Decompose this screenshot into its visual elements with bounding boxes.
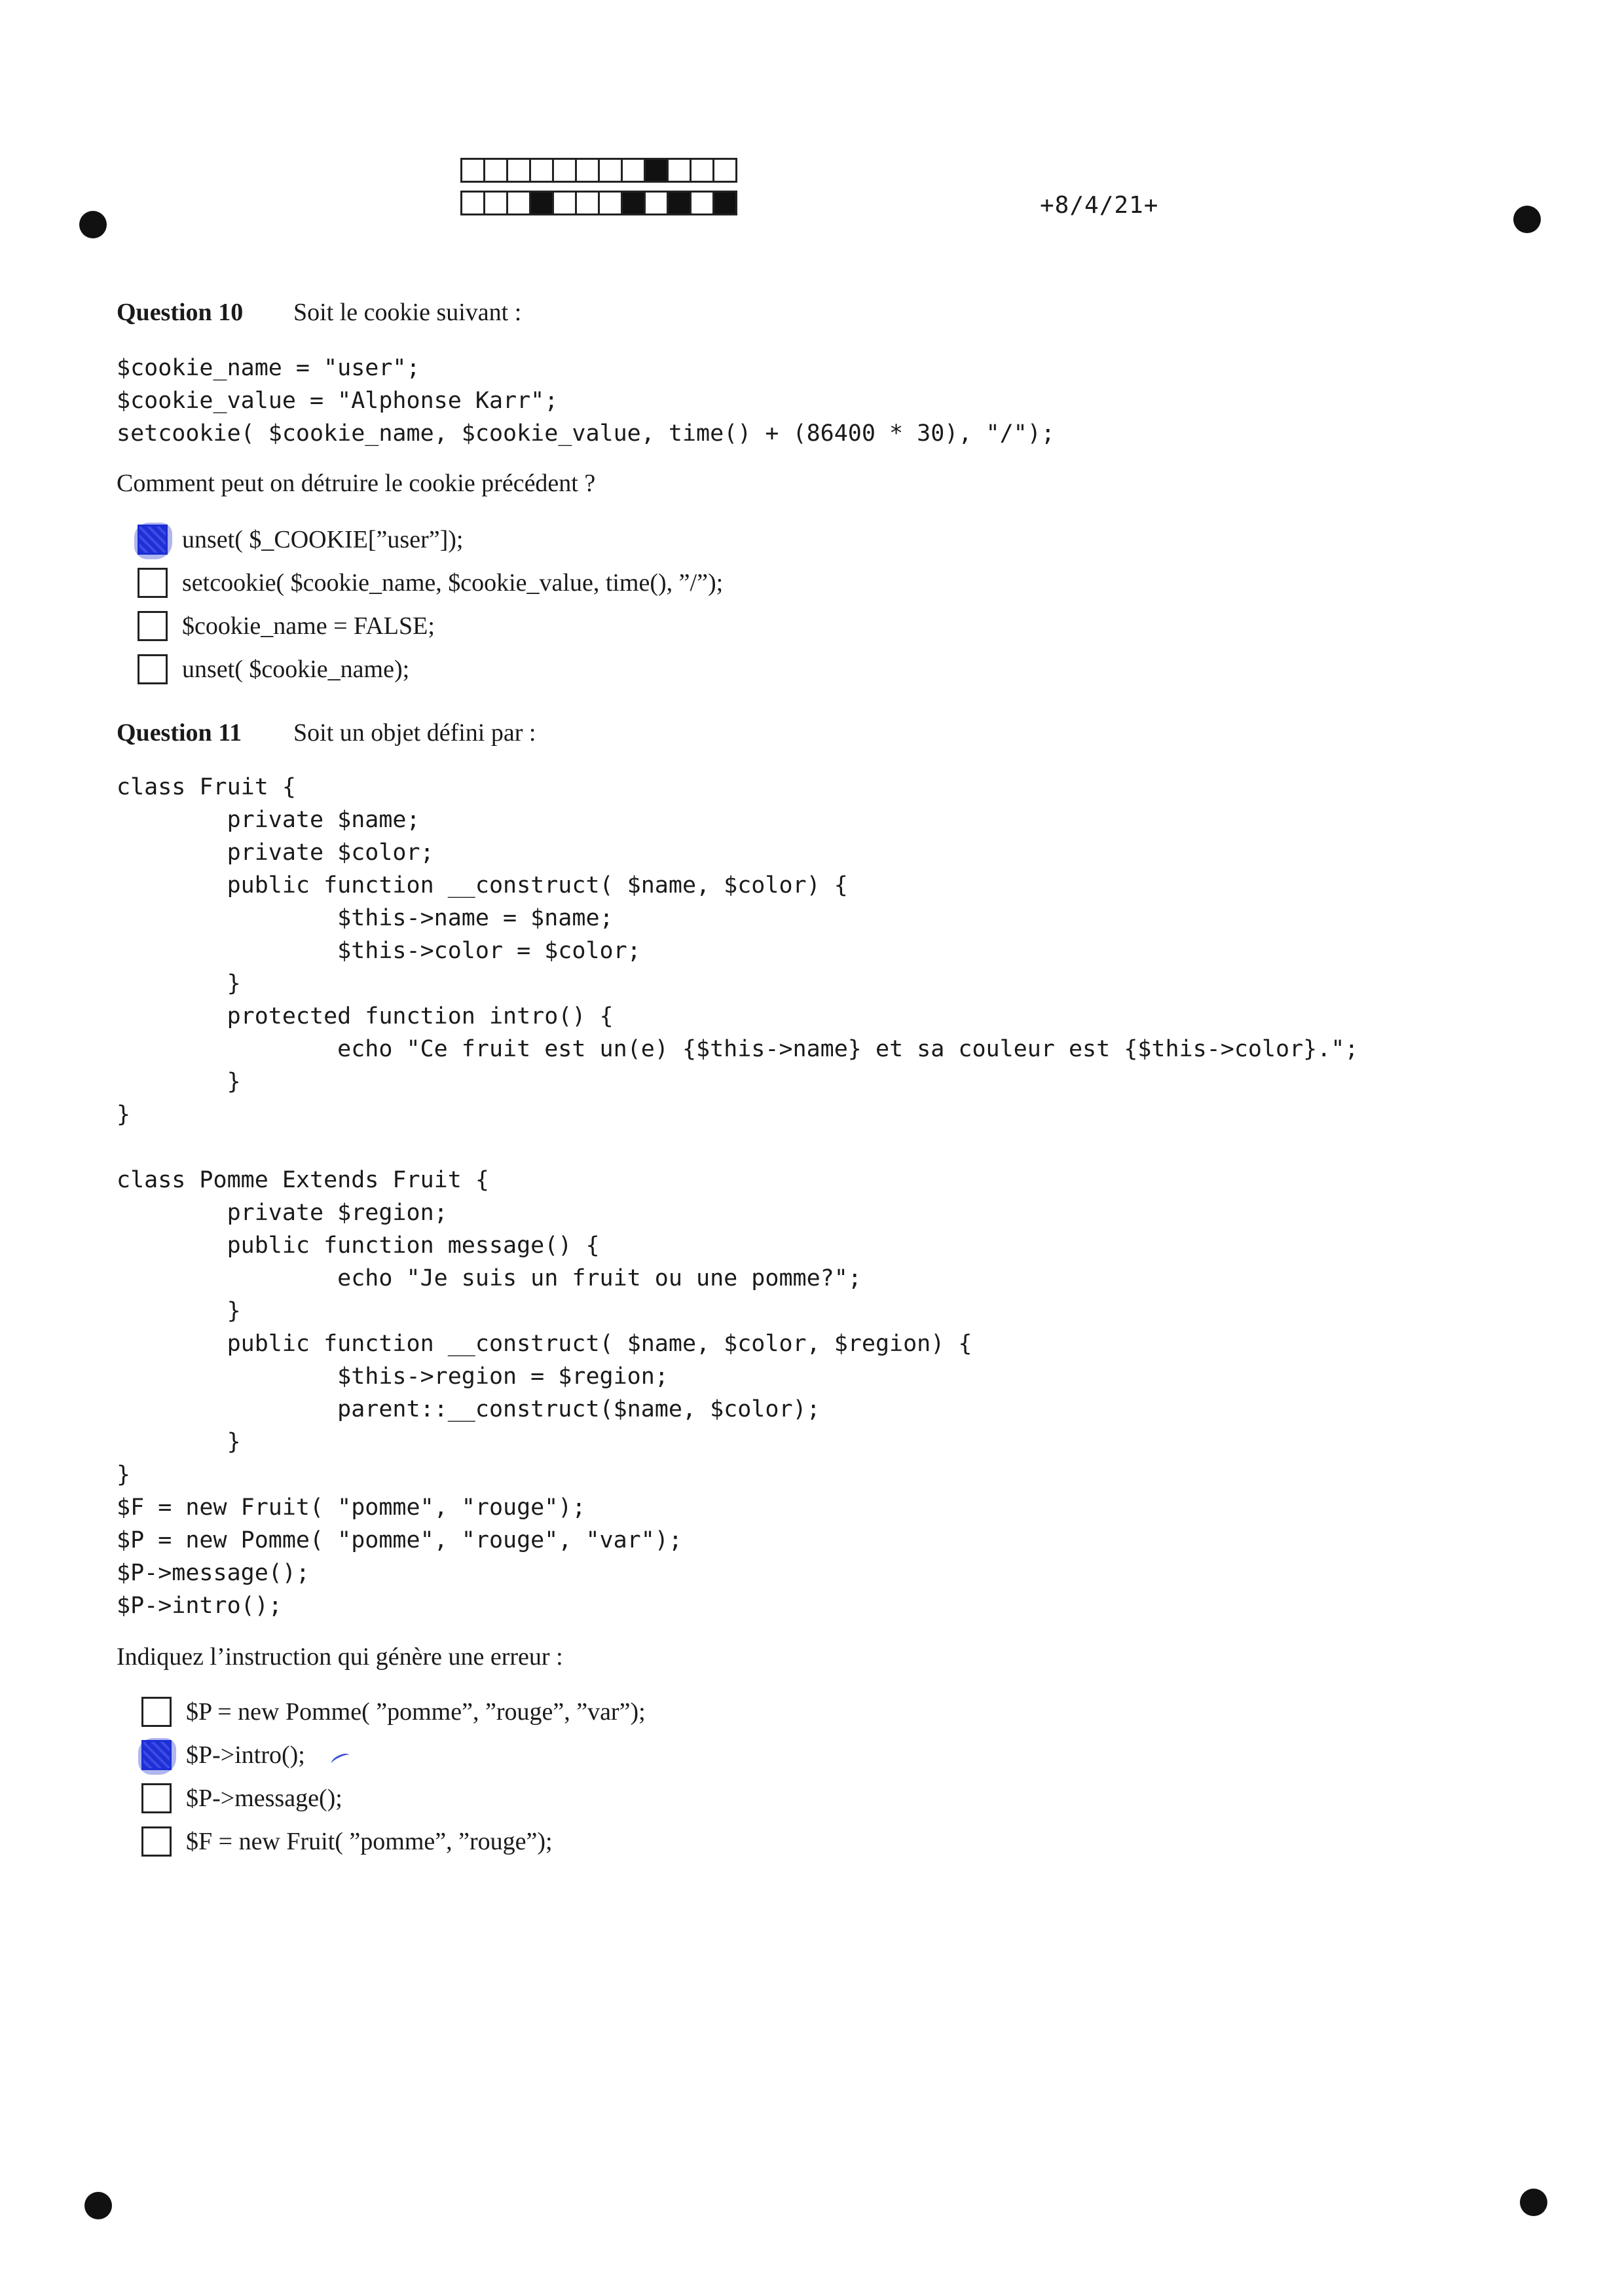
question-10-text: Comment peut on détruire le cookie précédent ? xyxy=(117,470,596,497)
id-grid-cell xyxy=(667,158,692,183)
id-grid-cell xyxy=(598,191,623,215)
id-grid-cell xyxy=(460,191,485,215)
id-grid-cell xyxy=(644,158,669,183)
id-grid-cell xyxy=(460,158,485,183)
q11-choice-1[interactable] xyxy=(141,1697,646,1727)
id-grid-cell xyxy=(598,158,623,183)
question-10-header xyxy=(117,298,521,327)
choice-label: unset( $_COOKIE[”user”]); xyxy=(182,526,464,553)
checkbox-checked[interactable] xyxy=(141,1740,172,1770)
choice-label: $F = new Fruit( ”pomme”, ”rouge”); xyxy=(186,1828,553,1855)
choice-label: unset( $cookie_name); xyxy=(182,656,410,683)
choice-label: $P->intro(); xyxy=(186,1741,305,1769)
id-grid-cell xyxy=(712,191,737,215)
id-grid-cell xyxy=(483,191,508,215)
id-grid-cell xyxy=(483,158,508,183)
choice-label: $P = new Pomme( ”pomme”, ”rouge”, ”var”); xyxy=(186,1698,646,1726)
id-grid-cell xyxy=(690,158,714,183)
registration-mark-bottom-left xyxy=(84,2192,112,2219)
checkbox[interactable] xyxy=(138,654,168,684)
pen-tick-mark xyxy=(330,1751,352,1767)
q10-choice-3[interactable] xyxy=(138,611,435,641)
registration-mark-top-left xyxy=(79,211,107,238)
checkbox[interactable] xyxy=(138,568,168,598)
id-grid-cell xyxy=(575,158,600,183)
id-grid-cell xyxy=(552,158,577,183)
checkbox[interactable] xyxy=(141,1697,172,1727)
checkbox-checked[interactable] xyxy=(138,525,168,555)
id-grid-cell xyxy=(644,191,669,215)
id-grid-cell xyxy=(712,158,737,183)
id-grid-row-1 xyxy=(460,158,735,183)
question-prompt: Soit un objet défini par : xyxy=(293,719,536,747)
page-code: +8/4/21+ xyxy=(1040,192,1159,219)
id-grid-cell xyxy=(552,191,577,215)
id-grid-cell xyxy=(667,191,692,215)
choice-label: setcookie( $cookie_name, $cookie_value, time(), ”/”); xyxy=(182,569,724,597)
q10-choice-4[interactable] xyxy=(138,654,409,684)
id-grid-cell xyxy=(529,158,554,183)
checkbox[interactable] xyxy=(141,1826,172,1857)
question-11-text: Indiquez l’instruction qui génère une erreur : xyxy=(117,1643,563,1671)
checkbox[interactable] xyxy=(138,611,168,641)
question-number: Question 11 xyxy=(117,719,242,747)
question-prompt: Soit le cookie suivant : xyxy=(293,299,522,326)
choice-label: $P->message(); xyxy=(186,1785,342,1812)
question-11-header xyxy=(117,718,536,747)
id-grid-cell xyxy=(506,191,531,215)
question-10-code: $cookie_name = "user"; $cookie_value = "Alphonse Karr"; setcookie( $cookie_name, $cookie_value, time() + (86400 * 30), "/"); xyxy=(117,355,1055,447)
id-grid-cell xyxy=(621,191,646,215)
question-number: Question 10 xyxy=(117,299,244,326)
q11-choice-3[interactable] xyxy=(141,1783,342,1813)
id-grid-cell xyxy=(575,191,600,215)
choice-label: $cookie_name = FALSE; xyxy=(182,612,435,640)
registration-mark-top-right xyxy=(1513,206,1541,233)
id-grid-cell xyxy=(621,158,646,183)
question-11-code: class Fruit { private $name; private $color; public function __construct( $name, $color) { $this->name = $name; $this->color = $color; } protected function intro() { echo "Ce fruit est un(e) {$this->name} et sa couleur est {$this->color}."; } } class Pomme Extends Fruit { private $region; public function message() { echo "Je suis un fruit ou une pomme?"; } public function __construct( $name, $color, $region) { $this->region = $region; parent::__construct($name, $color); } } $F = new Fruit( "pomme", "rouge"); $P = new Pomme( "pomme", "rouge", "var"); $P->message(); $P->intro(); xyxy=(117,774,1359,1619)
id-grid-cell xyxy=(690,191,714,215)
id-grid-cell xyxy=(506,158,531,183)
registration-mark-bottom-right xyxy=(1520,2189,1547,2216)
q11-choice-4[interactable] xyxy=(141,1826,553,1857)
checkbox[interactable] xyxy=(141,1783,172,1813)
id-grid-cell xyxy=(529,191,554,215)
q10-choice-2[interactable] xyxy=(138,568,723,598)
q11-choice-2[interactable] xyxy=(141,1740,305,1770)
id-grid-row-2 xyxy=(460,191,735,215)
q10-choice-1[interactable] xyxy=(138,525,463,555)
